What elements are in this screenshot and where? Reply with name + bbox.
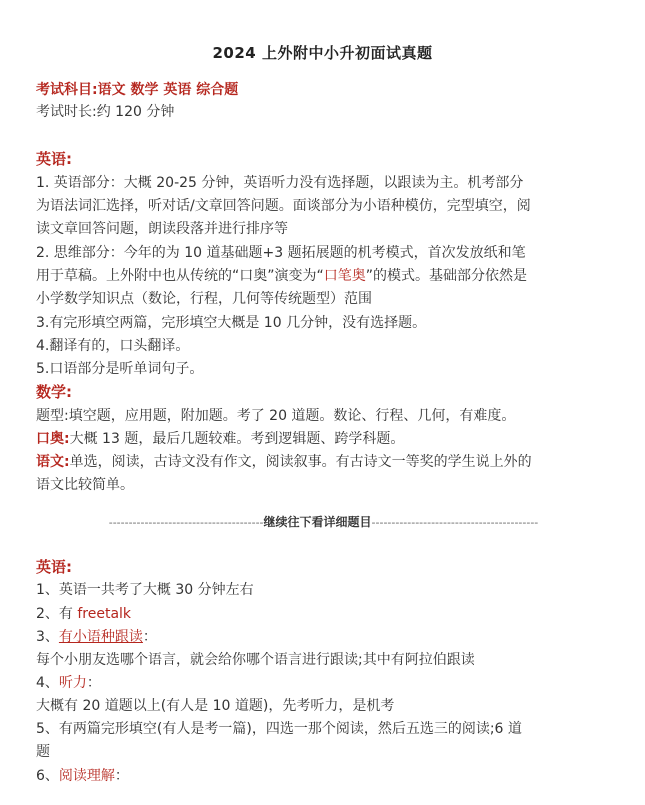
detail-item-3 bbox=[36, 627, 616, 647]
detail-item-4-text: 大概有 20 道题以上(有人是 10 道题)，先考听力，是机考 bbox=[36, 698, 395, 714]
detail-item-6 bbox=[36, 766, 616, 786]
chinese-label: 语文: bbox=[36, 454, 70, 470]
exam-subjects: 语文 数学 英语 综合题 bbox=[97, 82, 239, 98]
chinese-line bbox=[36, 452, 616, 472]
detail-text: 3、 bbox=[36, 629, 59, 645]
english-summary-line: 读文章回答问题，朗读段落并进行排序等 bbox=[36, 221, 288, 237]
detail-item-5-cont: 题 bbox=[36, 744, 50, 760]
detail-text: ： bbox=[142, 629, 157, 645]
detail-text: 4、 bbox=[36, 675, 59, 691]
detail-text: 6、 bbox=[36, 768, 59, 784]
exam-subjects-line bbox=[36, 80, 616, 100]
detail-item-2 bbox=[36, 604, 616, 624]
thinking-line: 小学数学知识点（数论，行程，几何等传统题型）范围 bbox=[36, 291, 372, 307]
math-heading: 数学: bbox=[36, 383, 72, 401]
page-title: 2024 上外附中小升初面试真题 bbox=[212, 44, 433, 62]
section-divider bbox=[36, 512, 611, 533]
divider-dashes-right: ------------------------------------------ bbox=[371, 516, 539, 529]
detail-item-1: 1、英语一共考了大概 30 分钟左右 bbox=[36, 582, 254, 598]
english-summary-heading: 英语: bbox=[36, 150, 72, 168]
english-summary-line: 为语法词汇选择，听对话/文章回答问题。面谈部分为小语种模仿，完型填空，阅 bbox=[36, 198, 531, 214]
oral-text: 大概 13 题，最后几题较难。考到逻辑题、跨学科题。 bbox=[69, 431, 405, 447]
oral-label: 口奥: bbox=[36, 431, 70, 447]
english-detail-heading: 英语: bbox=[36, 558, 72, 576]
highlight-text: 口笔奥 bbox=[323, 268, 366, 284]
chinese-line-2: 语文比较简单。 bbox=[36, 477, 134, 493]
highlight-text: 阅读理解 bbox=[58, 768, 115, 784]
detail-item-3-text: 每个小朋友选哪个语言，就会给你哪个语言进行跟读;其中有阿拉伯跟读 bbox=[36, 652, 475, 668]
english-summary-line: 1. 英语部分：大概 20-25 分钟，英语听力没有选择题，以跟读为主。机考部分 bbox=[36, 175, 524, 191]
oral-line bbox=[36, 429, 616, 449]
detail-text: ： bbox=[114, 768, 129, 784]
math-text: 题型:填空题，应用题，附加题。考了 20 道题。数论、行程、几何，有难度。 bbox=[36, 408, 516, 424]
item-4: 4.翻译有的，口头翻译。 bbox=[36, 338, 190, 354]
thinking-text: ”的模式。基础部分依然是 bbox=[365, 268, 528, 284]
divider-dashes-left: --------------------------------------- bbox=[108, 516, 264, 529]
chinese-text: 单选，阅读，古诗文没有作文，阅读叙事。有古诗文一等奖的学生说上外的 bbox=[69, 454, 532, 470]
item-5: 5.口语部分是听单词句子。 bbox=[36, 361, 204, 377]
detail-item-4 bbox=[36, 673, 616, 693]
detail-text: 2、有 bbox=[36, 606, 78, 622]
highlight-text: 听力 bbox=[58, 675, 87, 691]
exam-duration: 考试时长:约 120 分钟 bbox=[36, 104, 175, 120]
thinking-text: 用于草稿。上外附中也从传统的“口奥”演变为“ bbox=[36, 268, 324, 284]
highlight-text: 有小语种跟读 bbox=[58, 629, 143, 645]
exam-subjects-label: 考试科目: bbox=[36, 82, 98, 98]
detail-item-5: 5、有两篇完形填空(有人是考一篇)，四选一那个阅读，然后五选三的阅读;6 道 bbox=[36, 721, 522, 737]
divider-label: 继续往下看详细题目 bbox=[263, 515, 372, 529]
highlight-text: freetalk bbox=[77, 606, 132, 622]
thinking-line bbox=[36, 266, 616, 286]
item-3: 3.有完形填空两篇，完形填空大概是 10 几分钟，没有选择题。 bbox=[36, 315, 427, 331]
thinking-line: 2. 思维部分：今年的为 10 道基础题+3 题拓展题的机考模式，首次发放纸和笔 bbox=[36, 245, 526, 261]
detail-text: ： bbox=[86, 675, 101, 691]
